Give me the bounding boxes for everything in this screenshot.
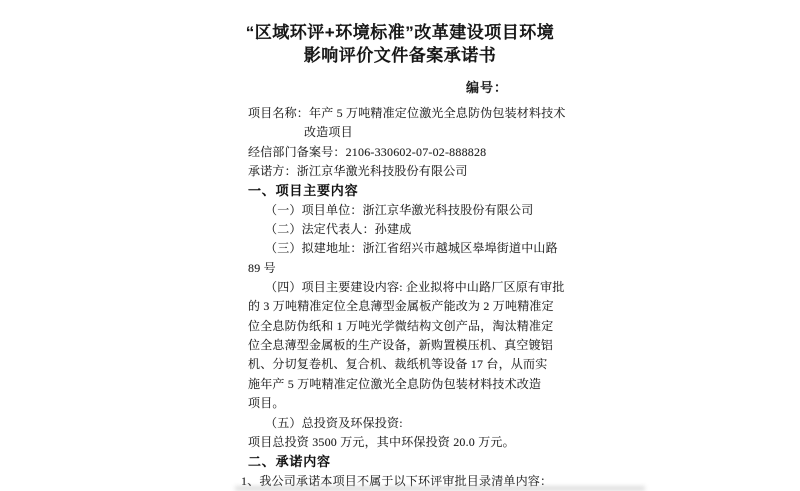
item-4-content-line-3: 位全息防伪纸和 1 万吨光学微结构文创产品，淘汰精准定: [248, 318, 554, 333]
item-1-project-unit: （一）项目单位：浙江京华激光科技股份有限公司: [265, 202, 534, 217]
item-5-investment-heading: （五）总投资及环保投资:: [265, 415, 403, 430]
item-4-content-line-6: 施年产 5 万吨精准定位激光全息防伪包装材料技术改造: [248, 376, 542, 391]
document-title-line-1: “区域环评+环境标准”改革建设项目环境: [245, 23, 555, 42]
item-3-address-line-2: 89 号: [248, 260, 276, 275]
section-1-heading: 一、项目主要内容: [248, 183, 359, 199]
scan-cutoff-artifact: [235, 486, 645, 491]
item-4-content-line-2: 的 3 万吨精准定位全息薄型金属板产能改为 2 万吨精准定: [248, 299, 554, 314]
item-4-content-line-4: 位全息薄型金属板的生产设备，新购置模压机、真空镀铝: [248, 338, 554, 353]
project-name-line-1: 项目名称：年产 5 万吨精准定位激光全息防伪包装材料技术: [248, 106, 566, 120]
document-body: [241, 104, 566, 491]
item-4-content-line-1: （四）项目主要建设内容: 企业拟将中山路厂区原有审批: [265, 280, 565, 295]
item-4-content-line-5: 机、分切复卷机、复合机、裁纸机等设备 17 台，从而实: [248, 357, 548, 372]
item-2-legal-representative: （二）法定代表人：孙建成: [265, 222, 412, 237]
project-name-line-2: 改造项目: [304, 125, 353, 140]
investment-detail-line: 项目总投资 3500 万元，其中环保投资 20.0 万元。: [248, 434, 515, 449]
promisor-line: 承诺方：浙江京华激光科技股份有限公司: [248, 164, 468, 179]
document-title-line-2: 影响评价文件备案承诺书: [303, 45, 497, 65]
document-title: [150, 22, 650, 67]
section-2-heading: 二、承诺内容: [248, 454, 331, 470]
item-3-address-line-1: （三）拟建地址：浙江省绍兴市越城区皋埠街道中山路: [265, 241, 558, 256]
serial-number-label: 编号：: [466, 80, 509, 95]
filing-number-line: 经信部门备案号：2106-330602-07-02-888828: [248, 144, 487, 159]
item-4-content-line-7: 项目。: [248, 396, 285, 411]
commitment-line-1: 1、我公司承诺本项目不属于以下环评审批目录清单内容：: [241, 473, 553, 488]
